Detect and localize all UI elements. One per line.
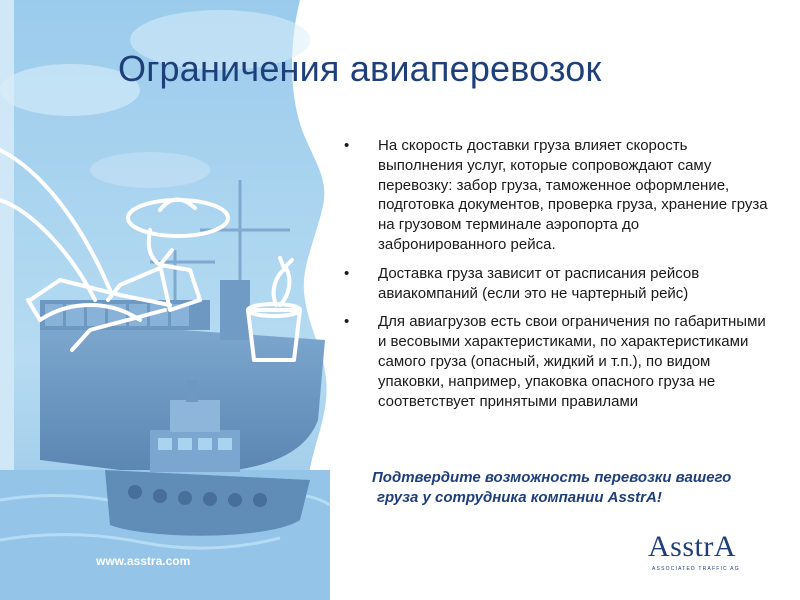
bullet-text: На скорость доставки груза влияет скорость выполнения услуг, которые сопровождают саму перевозку: забор груза, таможенное оформление, подготовка документов, проверка груза, хранение груза на грузовом терминале аэропорта до забронированного рейса. — [378, 137, 768, 253]
bullet-item — [340, 312, 770, 411]
bullet-symbol: • — [344, 313, 350, 331]
bullet-symbol: • — [344, 264, 350, 282]
slide-title: Ограничения авиаперевозок — [118, 48, 602, 89]
call-to-action-text: Подтвердите возможность перевозки вашего груза у сотрудника компании AsstrA! — [372, 469, 732, 506]
website-link[interactable]: www.asstra.com — [96, 554, 191, 568]
bullet-text: Для авиагрузов есть свои ограничения по габаритными и весовыми характеристиками, по характеристиками самого груза (опасный, жидкий и т.п.), по видом упаковки, например, упаковка опасного груза не соответствует принятыми правилами — [378, 313, 766, 410]
bullet-item — [340, 264, 770, 304]
bullet-symbol: • — [344, 137, 350, 154]
logo-wordmark: AsstrA — [648, 530, 737, 563]
company-logo — [648, 530, 758, 580]
call-to-action — [372, 468, 772, 508]
bullet-item — [340, 136, 770, 255]
bullet-text: Доставка груза зависит от расписания рейсов авиакомпаний (если это не чартерный рейс) — [378, 264, 700, 302]
logo-tagline: ASSOCIATED TRAFFIC AG — [652, 566, 740, 572]
bullet-list — [340, 136, 770, 420]
